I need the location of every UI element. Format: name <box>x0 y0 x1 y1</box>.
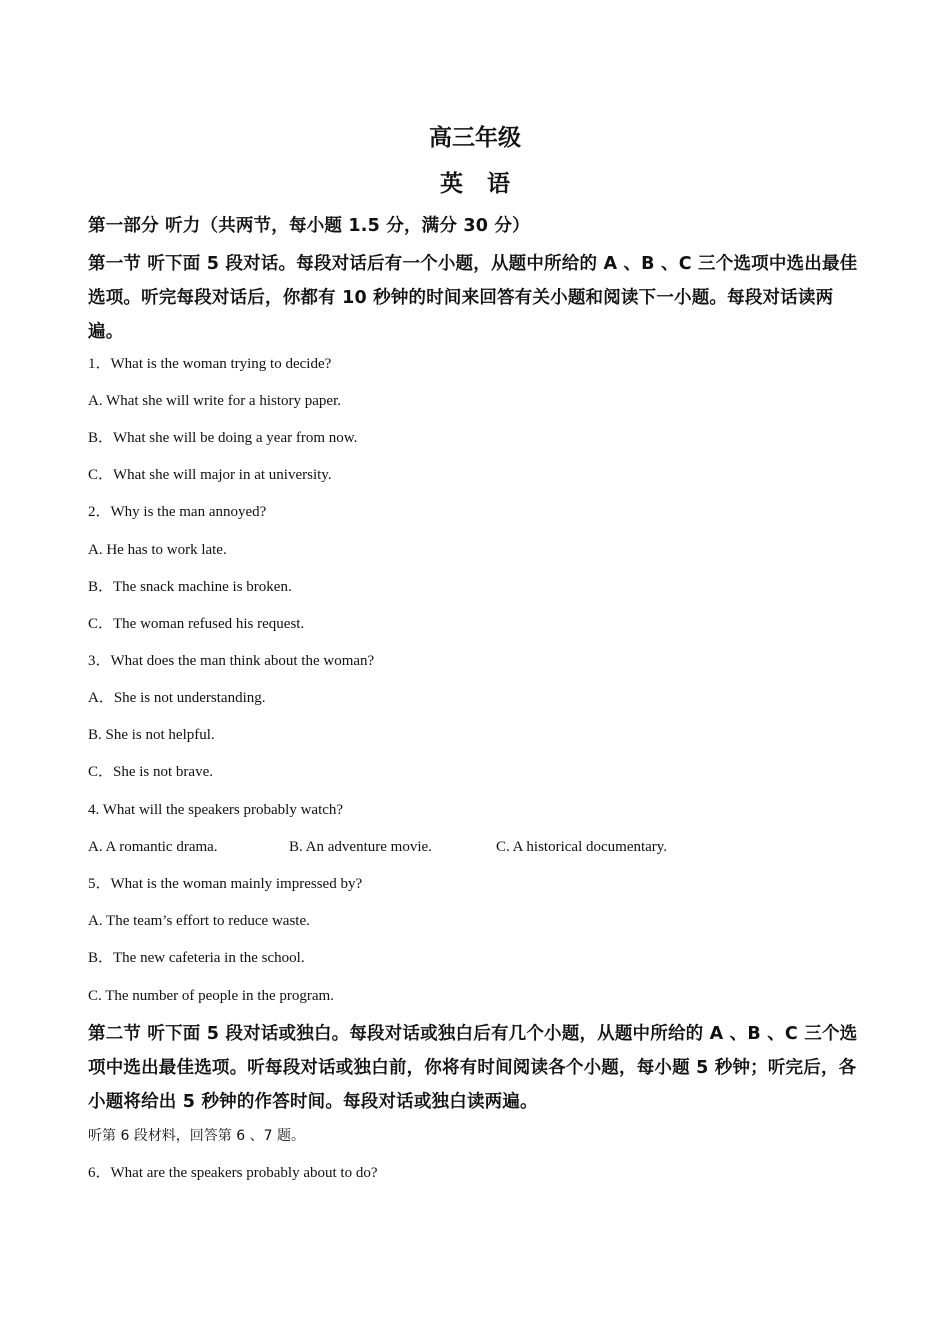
question-4-stem: 4. What will the speakers probably watch? <box>88 802 344 818</box>
question-1-option-a: A. What she will write for a history paper. <box>88 393 341 409</box>
section1-instructions: 第一节 听下面 5 段对话。每段对话后有一个小题，从题中所给的 A 、B 、C 三个选项中选出最佳选项。听完每段对话后，你都有 10 秒钟的时间来回答有关小题和阅读下一小题。每段对话读两遍。 <box>88 254 858 342</box>
question-3-stem: 3．What does the man think about the woman? <box>88 653 375 669</box>
question-5-option-b: B．The new cafeteria in the school. <box>88 950 305 966</box>
question-2-option-b: B．The snack machine is broken. <box>88 579 292 595</box>
question-3-option-a: A．She is not understanding. <box>88 690 266 706</box>
section2-instructions: 第二节 听下面 5 段对话或独白。每段对话或独白后有几个小题，从题中所给的 A 、B 、C 三个选项中选出最佳选项。听每段对话或独白前，你将有时间阅读各个小题，每小题 5 秒钟；听完后，各小题将给出 5 秒钟的作答时间。每段对话或独白读两遍。 <box>88 1024 858 1112</box>
question-2-option-a: A. He has to work late. <box>88 542 227 558</box>
grade-title: 高三年级 <box>429 125 521 151</box>
question-1-option-c: C．What she will major in at university. <box>88 467 332 483</box>
question-2-option-c: C．The woman refused his request. <box>88 616 305 632</box>
section2-note: 听第 6 段材料，回答第 6 、7 题。 <box>88 1128 305 1144</box>
question-4-option-a: A. A romantic drama. <box>88 839 218 855</box>
question-2-stem: 2．Why is the man annoyed? <box>88 504 267 520</box>
subject-title: 英 语 <box>439 171 518 197</box>
question-5-option-a: A. The team’s effort to reduce waste. <box>88 913 310 929</box>
question-5-stem: 5．What is the woman mainly impressed by? <box>88 876 363 892</box>
question-1-stem: 1．What is the woman trying to decide? <box>88 356 332 372</box>
question-3-option-b: B. She is not helpful. <box>88 727 215 743</box>
question-4-options <box>88 837 868 857</box>
question-4-option-b: B. An adventure movie. <box>289 839 432 855</box>
question-6-stem: 6．What are the speakers probably about to do? <box>88 1165 378 1181</box>
question-3-option-c: C．She is not brave. <box>88 764 213 780</box>
question-1-option-b: B．What she will be doing a year from now. <box>88 430 358 446</box>
part1-title: 第一部分 听力（共两节，每小题 1.5 分，满分 30 分） <box>88 216 530 236</box>
question-4-option-c: C. A historical documentary. <box>496 839 668 855</box>
question-5-option-c: C. The number of people in the program. <box>88 988 334 1004</box>
